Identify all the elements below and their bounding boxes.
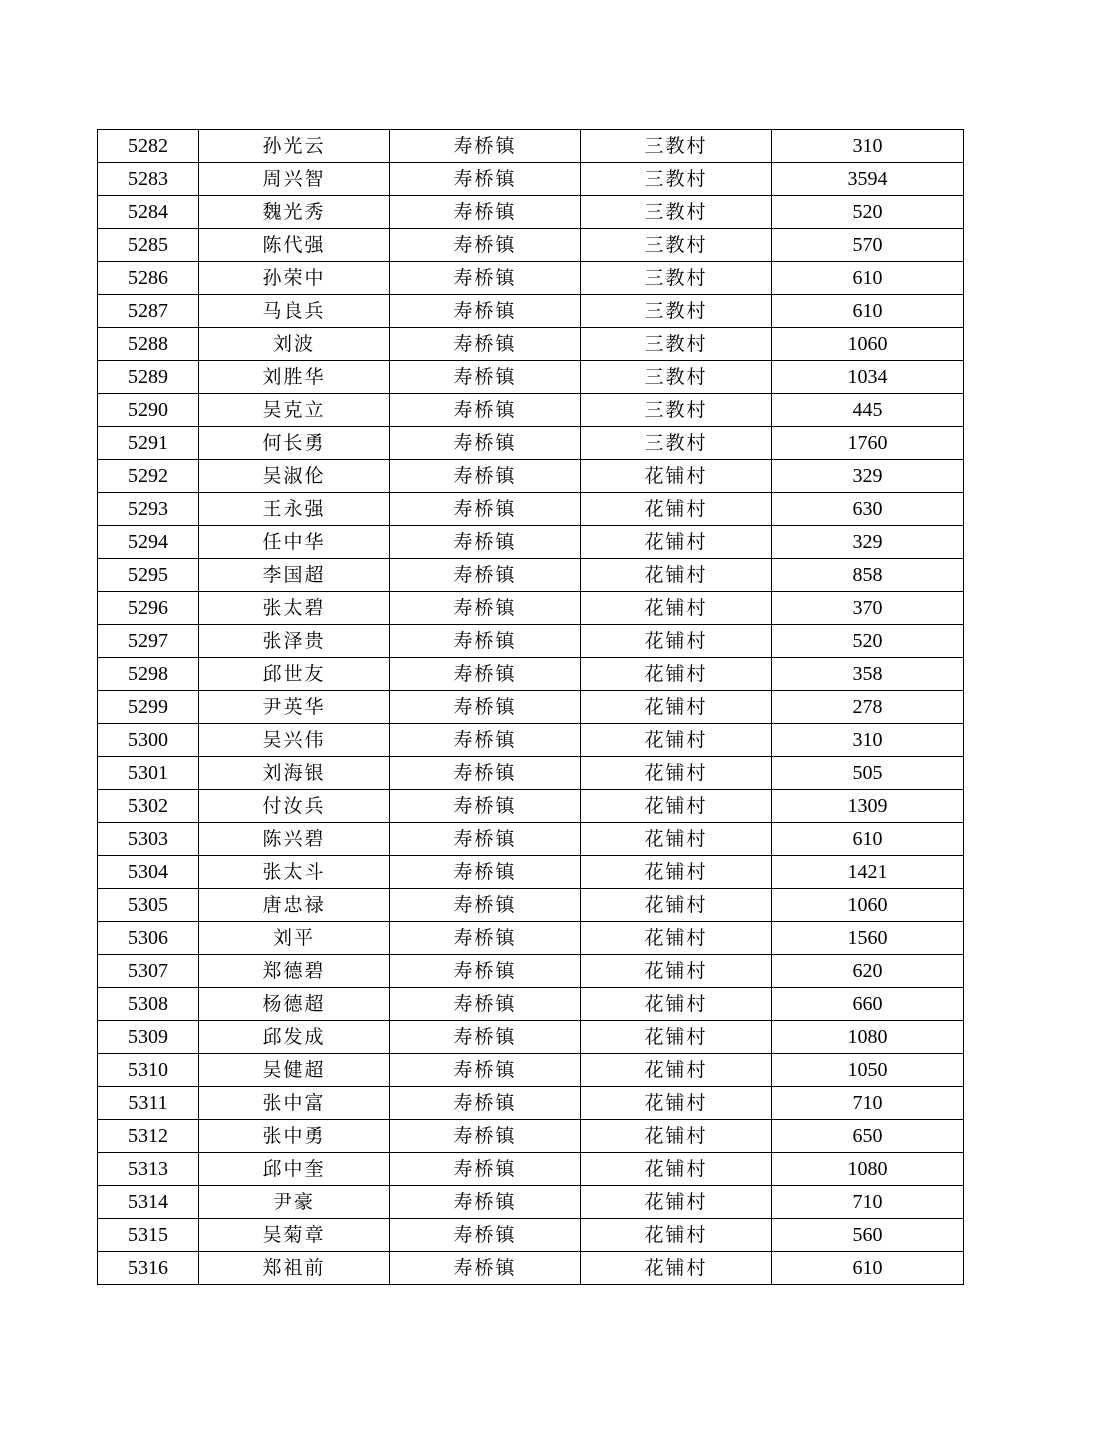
village-cell: 花铺村	[581, 1054, 772, 1087]
town-cell: 寿桥镇	[390, 526, 581, 559]
town-cell: 寿桥镇	[390, 988, 581, 1021]
town-cell: 寿桥镇	[390, 790, 581, 823]
town-cell: 寿桥镇	[390, 130, 581, 163]
person-name-cell: 张泽贵	[199, 625, 390, 658]
row-number-cell: 5316	[98, 1252, 199, 1285]
town-cell: 寿桥镇	[390, 922, 581, 955]
amount-cell: 1760	[772, 427, 964, 460]
table-row	[98, 328, 964, 361]
table-row	[98, 460, 964, 493]
town-cell: 寿桥镇	[390, 493, 581, 526]
table-row	[98, 526, 964, 559]
row-number-cell: 5306	[98, 922, 199, 955]
amount-cell: 1060	[772, 328, 964, 361]
town-cell: 寿桥镇	[390, 229, 581, 262]
table-row	[98, 1120, 964, 1153]
village-cell: 三教村	[581, 427, 772, 460]
town-cell: 寿桥镇	[390, 1219, 581, 1252]
person-name-cell: 孙荣中	[199, 262, 390, 295]
amount-cell: 858	[772, 559, 964, 592]
village-cell: 花铺村	[581, 559, 772, 592]
table-row	[98, 856, 964, 889]
table-row	[98, 889, 964, 922]
town-cell: 寿桥镇	[390, 625, 581, 658]
village-cell: 花铺村	[581, 1219, 772, 1252]
row-number-cell: 5294	[98, 526, 199, 559]
town-cell: 寿桥镇	[390, 1186, 581, 1219]
village-cell: 花铺村	[581, 757, 772, 790]
row-number-cell: 5308	[98, 988, 199, 1021]
town-cell: 寿桥镇	[390, 889, 581, 922]
amount-cell: 445	[772, 394, 964, 427]
person-name-cell: 刘波	[199, 328, 390, 361]
table-row	[98, 427, 964, 460]
table-row	[98, 361, 964, 394]
village-cell: 花铺村	[581, 1153, 772, 1186]
village-cell: 花铺村	[581, 691, 772, 724]
table-row	[98, 1186, 964, 1219]
village-cell: 花铺村	[581, 493, 772, 526]
amount-cell: 660	[772, 988, 964, 1021]
person-name-cell: 任中华	[199, 526, 390, 559]
town-cell: 寿桥镇	[390, 592, 581, 625]
row-number-cell: 5307	[98, 955, 199, 988]
town-cell: 寿桥镇	[390, 1252, 581, 1285]
amount-cell: 329	[772, 526, 964, 559]
village-cell: 三教村	[581, 163, 772, 196]
table-row	[98, 1054, 964, 1087]
person-name-cell: 吴健超	[199, 1054, 390, 1087]
table-row	[98, 691, 964, 724]
person-name-cell: 张太碧	[199, 592, 390, 625]
town-cell: 寿桥镇	[390, 262, 581, 295]
table-row	[98, 988, 964, 1021]
amount-cell: 1421	[772, 856, 964, 889]
person-name-cell: 刘平	[199, 922, 390, 955]
village-cell: 花铺村	[581, 658, 772, 691]
town-cell: 寿桥镇	[390, 691, 581, 724]
row-number-cell: 5284	[98, 196, 199, 229]
row-number-cell: 5282	[98, 130, 199, 163]
amount-cell: 358	[772, 658, 964, 691]
person-name-cell: 杨德超	[199, 988, 390, 1021]
row-number-cell: 5312	[98, 1120, 199, 1153]
table-row	[98, 922, 964, 955]
row-number-cell: 5299	[98, 691, 199, 724]
town-cell: 寿桥镇	[390, 1120, 581, 1153]
row-number-cell: 5304	[98, 856, 199, 889]
town-cell: 寿桥镇	[390, 856, 581, 889]
table-row	[98, 1219, 964, 1252]
person-name-cell: 尹英华	[199, 691, 390, 724]
town-cell: 寿桥镇	[390, 1054, 581, 1087]
village-cell: 三教村	[581, 229, 772, 262]
table-row	[98, 163, 964, 196]
town-cell: 寿桥镇	[390, 1087, 581, 1120]
person-name-cell: 吴克立	[199, 394, 390, 427]
amount-cell: 1560	[772, 922, 964, 955]
village-cell: 花铺村	[581, 955, 772, 988]
town-cell: 寿桥镇	[390, 163, 581, 196]
amount-cell: 1309	[772, 790, 964, 823]
amount-cell: 370	[772, 592, 964, 625]
table-row	[98, 1021, 964, 1054]
amount-cell: 610	[772, 1252, 964, 1285]
records-table	[97, 129, 964, 1285]
table-row	[98, 394, 964, 427]
row-number-cell: 5286	[98, 262, 199, 295]
amount-cell: 650	[772, 1120, 964, 1153]
table-row	[98, 658, 964, 691]
row-number-cell: 5291	[98, 427, 199, 460]
town-cell: 寿桥镇	[390, 955, 581, 988]
amount-cell: 620	[772, 955, 964, 988]
village-cell: 花铺村	[581, 724, 772, 757]
row-number-cell: 5314	[98, 1186, 199, 1219]
person-name-cell: 王永强	[199, 493, 390, 526]
village-cell: 三教村	[581, 394, 772, 427]
person-name-cell: 周兴智	[199, 163, 390, 196]
person-name-cell: 张太斗	[199, 856, 390, 889]
town-cell: 寿桥镇	[390, 1021, 581, 1054]
records-table-body	[98, 130, 964, 1285]
village-cell: 三教村	[581, 295, 772, 328]
table-row	[98, 625, 964, 658]
table-row	[98, 229, 964, 262]
town-cell: 寿桥镇	[390, 724, 581, 757]
village-cell: 三教村	[581, 262, 772, 295]
amount-cell: 505	[772, 757, 964, 790]
table-row	[98, 724, 964, 757]
row-number-cell: 5292	[98, 460, 199, 493]
row-number-cell: 5311	[98, 1087, 199, 1120]
table-row	[98, 295, 964, 328]
table-row	[98, 196, 964, 229]
amount-cell: 610	[772, 823, 964, 856]
person-name-cell: 邱中奎	[199, 1153, 390, 1186]
town-cell: 寿桥镇	[390, 823, 581, 856]
amount-cell: 520	[772, 196, 964, 229]
person-name-cell: 何长勇	[199, 427, 390, 460]
village-cell: 花铺村	[581, 1252, 772, 1285]
amount-cell: 710	[772, 1087, 964, 1120]
table-row	[98, 1087, 964, 1120]
table-row	[98, 262, 964, 295]
village-cell: 花铺村	[581, 988, 772, 1021]
village-cell: 花铺村	[581, 1186, 772, 1219]
table-row	[98, 1252, 964, 1285]
town-cell: 寿桥镇	[390, 1153, 581, 1186]
town-cell: 寿桥镇	[390, 295, 581, 328]
town-cell: 寿桥镇	[390, 196, 581, 229]
village-cell: 花铺村	[581, 790, 772, 823]
table-row	[98, 559, 964, 592]
village-cell: 花铺村	[581, 823, 772, 856]
person-name-cell: 刘胜华	[199, 361, 390, 394]
village-cell: 三教村	[581, 361, 772, 394]
person-name-cell: 吴兴伟	[199, 724, 390, 757]
amount-cell: 560	[772, 1219, 964, 1252]
amount-cell: 610	[772, 295, 964, 328]
amount-cell: 310	[772, 130, 964, 163]
village-cell: 花铺村	[581, 1120, 772, 1153]
person-name-cell: 吴菊章	[199, 1219, 390, 1252]
person-name-cell: 陈代强	[199, 229, 390, 262]
table-row	[98, 757, 964, 790]
row-number-cell: 5288	[98, 328, 199, 361]
village-cell: 三教村	[581, 196, 772, 229]
person-name-cell: 郑德碧	[199, 955, 390, 988]
village-cell: 花铺村	[581, 526, 772, 559]
row-number-cell: 5293	[98, 493, 199, 526]
person-name-cell: 陈兴碧	[199, 823, 390, 856]
amount-cell: 520	[772, 625, 964, 658]
amount-cell: 630	[772, 493, 964, 526]
row-number-cell: 5285	[98, 229, 199, 262]
row-number-cell: 5315	[98, 1219, 199, 1252]
person-name-cell: 尹豪	[199, 1186, 390, 1219]
row-number-cell: 5283	[98, 163, 199, 196]
amount-cell: 1080	[772, 1153, 964, 1186]
row-number-cell: 5305	[98, 889, 199, 922]
table-row	[98, 1153, 964, 1186]
row-number-cell: 5300	[98, 724, 199, 757]
town-cell: 寿桥镇	[390, 757, 581, 790]
town-cell: 寿桥镇	[390, 394, 581, 427]
table-row	[98, 493, 964, 526]
table-row	[98, 130, 964, 163]
table-row	[98, 592, 964, 625]
amount-cell: 329	[772, 460, 964, 493]
person-name-cell: 马良兵	[199, 295, 390, 328]
row-number-cell: 5303	[98, 823, 199, 856]
village-cell: 花铺村	[581, 625, 772, 658]
table-row	[98, 955, 964, 988]
table-row	[98, 790, 964, 823]
person-name-cell: 吴淑伦	[199, 460, 390, 493]
row-number-cell: 5310	[98, 1054, 199, 1087]
row-number-cell: 5297	[98, 625, 199, 658]
amount-cell: 278	[772, 691, 964, 724]
town-cell: 寿桥镇	[390, 559, 581, 592]
row-number-cell: 5302	[98, 790, 199, 823]
row-number-cell: 5309	[98, 1021, 199, 1054]
row-number-cell: 5287	[98, 295, 199, 328]
person-name-cell: 魏光秀	[199, 196, 390, 229]
row-number-cell: 5290	[98, 394, 199, 427]
person-name-cell: 张中勇	[199, 1120, 390, 1153]
person-name-cell: 刘海银	[199, 757, 390, 790]
town-cell: 寿桥镇	[390, 328, 581, 361]
row-number-cell: 5301	[98, 757, 199, 790]
amount-cell: 3594	[772, 163, 964, 196]
amount-cell: 1060	[772, 889, 964, 922]
person-name-cell: 唐忠禄	[199, 889, 390, 922]
amount-cell: 610	[772, 262, 964, 295]
amount-cell: 710	[772, 1186, 964, 1219]
person-name-cell: 邱发成	[199, 1021, 390, 1054]
town-cell: 寿桥镇	[390, 460, 581, 493]
row-number-cell: 5289	[98, 361, 199, 394]
person-name-cell: 郑祖前	[199, 1252, 390, 1285]
village-cell: 花铺村	[581, 922, 772, 955]
town-cell: 寿桥镇	[390, 658, 581, 691]
person-name-cell: 邱世友	[199, 658, 390, 691]
amount-cell: 1080	[772, 1021, 964, 1054]
amount-cell: 1034	[772, 361, 964, 394]
row-number-cell: 5295	[98, 559, 199, 592]
person-name-cell: 李国超	[199, 559, 390, 592]
person-name-cell: 付汝兵	[199, 790, 390, 823]
village-cell: 花铺村	[581, 1021, 772, 1054]
amount-cell: 310	[772, 724, 964, 757]
person-name-cell: 张中富	[199, 1087, 390, 1120]
village-cell: 三教村	[581, 130, 772, 163]
row-number-cell: 5296	[98, 592, 199, 625]
table-row	[98, 823, 964, 856]
village-cell: 花铺村	[581, 592, 772, 625]
village-cell: 花铺村	[581, 460, 772, 493]
amount-cell: 1050	[772, 1054, 964, 1087]
amount-cell: 570	[772, 229, 964, 262]
row-number-cell: 5313	[98, 1153, 199, 1186]
village-cell: 花铺村	[581, 856, 772, 889]
village-cell: 三教村	[581, 328, 772, 361]
town-cell: 寿桥镇	[390, 361, 581, 394]
town-cell: 寿桥镇	[390, 427, 581, 460]
row-number-cell: 5298	[98, 658, 199, 691]
village-cell: 花铺村	[581, 1087, 772, 1120]
village-cell: 花铺村	[581, 889, 772, 922]
person-name-cell: 孙光云	[199, 130, 390, 163]
